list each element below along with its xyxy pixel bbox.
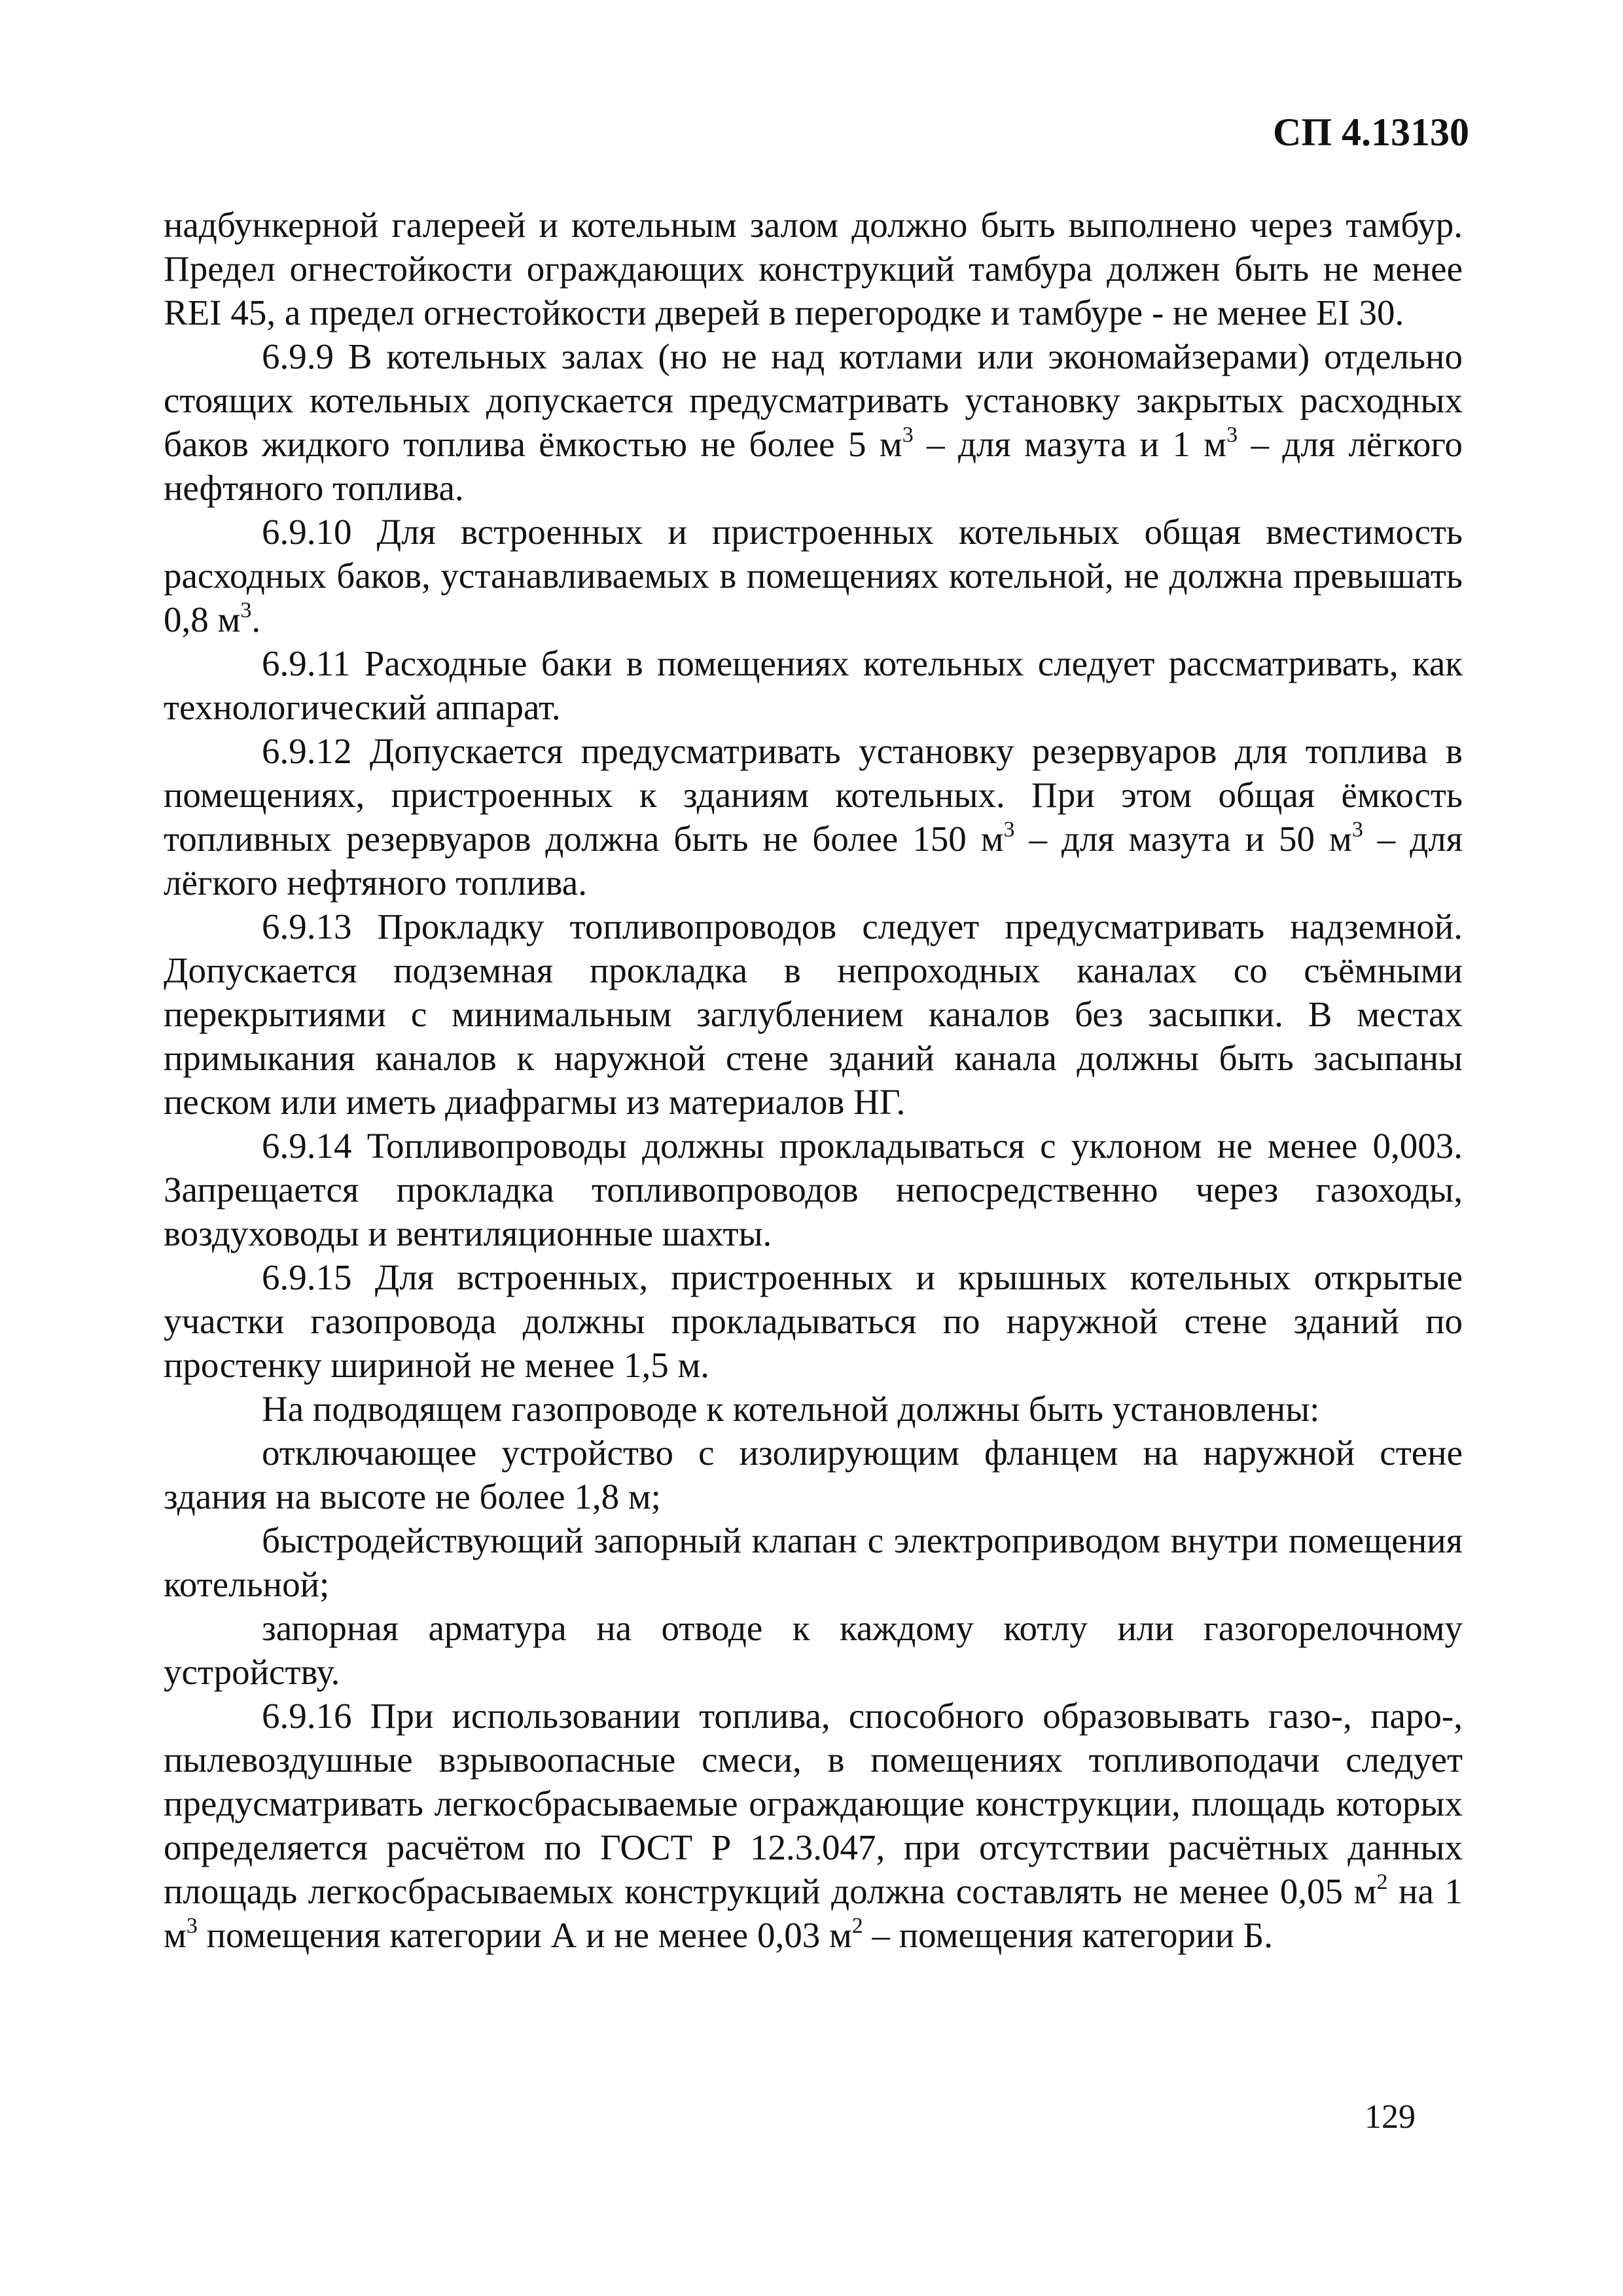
paragraph-text: 6.9.9 В котельных залах (но не над котлами или экономайзерами) отдельно стоящих котельных допускается предусматривать установку закрытых расходных баков жидкого топлива ёмкостью не более 5 м	[164, 336, 1463, 464]
superscript: 3	[1003, 817, 1015, 842]
paragraph-text: – для лёгкого нефтяного топлива.	[164, 424, 1463, 508]
superscript: 3	[902, 423, 914, 447]
paragraph-text: 6.9.16 При использовании топлива, способного образовывать газо-, паро-, пылевоздушные взрывоопасные смеси, в помещениях топливоподачи следует предусматривать легкосбрасываемые ограждающие конструкции, площадь которых определяется расчётом по ГОСТ Р 12.3.047, при отсутствии расчётных данных площадь легкосбрасываемых конструкций должна составлять не менее 0,05 м	[164, 1696, 1463, 1911]
paragraph-text: 6.9.12 Допускается предусматривать установку резервуаров для топлива в помещениях, пристроенных к зданиям котельных. При этом общая ёмкость топливных резервуаров должна быть не более 150 м	[164, 731, 1463, 859]
paragraph-p7	[164, 1255, 1463, 1387]
paragraph-p8	[164, 1387, 1463, 1431]
paragraph-p10	[164, 1518, 1463, 1606]
paragraph-text: .	[251, 600, 261, 639]
superscript: 3	[1351, 817, 1363, 842]
paragraph-text: надбункерной галереей и котельным залом должно быть выполнено через тамбур. Предел огнестойкости ограждающих конструкций тамбура должен быть не менее REI 45, а предел огнестойкости дверей в перегородке и тамбуре - не менее EI 30.	[164, 205, 1463, 332]
superscript: 2	[1376, 1870, 1388, 1894]
paragraph-p6	[164, 1124, 1463, 1255]
superscript: 2	[851, 1914, 863, 1938]
paragraph-text: 6.9.13 Прокладку топливопроводов следует предусматривать надземной. Допускается подземная прокладка в непроходных каналах со съёмными перекрытиями с минимальным заглублением каналов без засыпки. В местах примыкания каналов к наружной стене зданий канала должны быть засыпаны песком или иметь диафрагмы из материалов НГ.	[164, 906, 1463, 1122]
paragraph-text: помещения категории А и не менее 0,03 м	[197, 1915, 852, 1955]
paragraph-text: 6.9.11 Расходные баки в помещениях котельных следует рассматривать, как технологический аппарат.	[164, 643, 1463, 727]
paragraph-text: быстродействующий запорный клапан с электроприводом внутри помещения котельной;	[164, 1520, 1463, 1604]
paragraph-p1	[164, 334, 1463, 510]
paragraph-text: 6.9.10 Для встроенных и пристроенных котельных общая вместимость расходных баков, устанавливаемых в помещениях котельной, не должна превышать 0,8 м	[164, 512, 1463, 639]
paragraph-text: на 1 м	[164, 1871, 1463, 1955]
paragraph-p12	[164, 1694, 1463, 1957]
paragraph-text: – для мазута и 50 м	[1014, 819, 1352, 859]
paragraph-text: отключающее устройство с изолирующим фланцем на наружной стене здания на высоте не более 1,8 м;	[164, 1433, 1463, 1516]
page-number: 129	[1364, 2098, 1416, 2136]
document-body	[164, 203, 1463, 1957]
paragraph-p2	[164, 510, 1463, 641]
document-code-header: СП 4.13130	[1273, 111, 1469, 154]
paragraph-text: 6.9.15 Для встроенных, пристроенных и крышных котельных открытые участки газопровода должны прокладываться по наружной стене зданий по простенку шириной не менее 1,5 м.	[164, 1257, 1463, 1385]
paragraph-p3	[164, 641, 1463, 729]
paragraph-text: На подводящем газопроводе к котельной должны быть установлены:	[262, 1389, 1320, 1429]
superscript: 3	[1226, 423, 1238, 447]
paragraph-p11	[164, 1606, 1463, 1694]
paragraph-text: 6.9.14 Топливопроводы должны прокладываться с уклоном не менее 0,003. Запрещается прокладка топливопроводов непосредственно через газоходы, воздуховоды и вентиляционные шахты.	[164, 1126, 1463, 1253]
superscript: 3	[186, 1914, 198, 1938]
paragraph-p0	[164, 203, 1463, 334]
paragraph-p5	[164, 905, 1463, 1124]
paragraph-p4	[164, 729, 1463, 905]
paragraph-text: запорная арматура на отводе к каждому котлу или газогорелочному устройству.	[164, 1608, 1463, 1692]
paragraph-text: – помещения категории Б.	[863, 1915, 1273, 1955]
paragraph-text: – для мазута и 1 м	[913, 424, 1227, 464]
paragraph-text: – для лёгкого нефтяного топлива.	[164, 819, 1463, 903]
superscript: 3	[240, 598, 252, 622]
paragraph-p9	[164, 1431, 1463, 1518]
